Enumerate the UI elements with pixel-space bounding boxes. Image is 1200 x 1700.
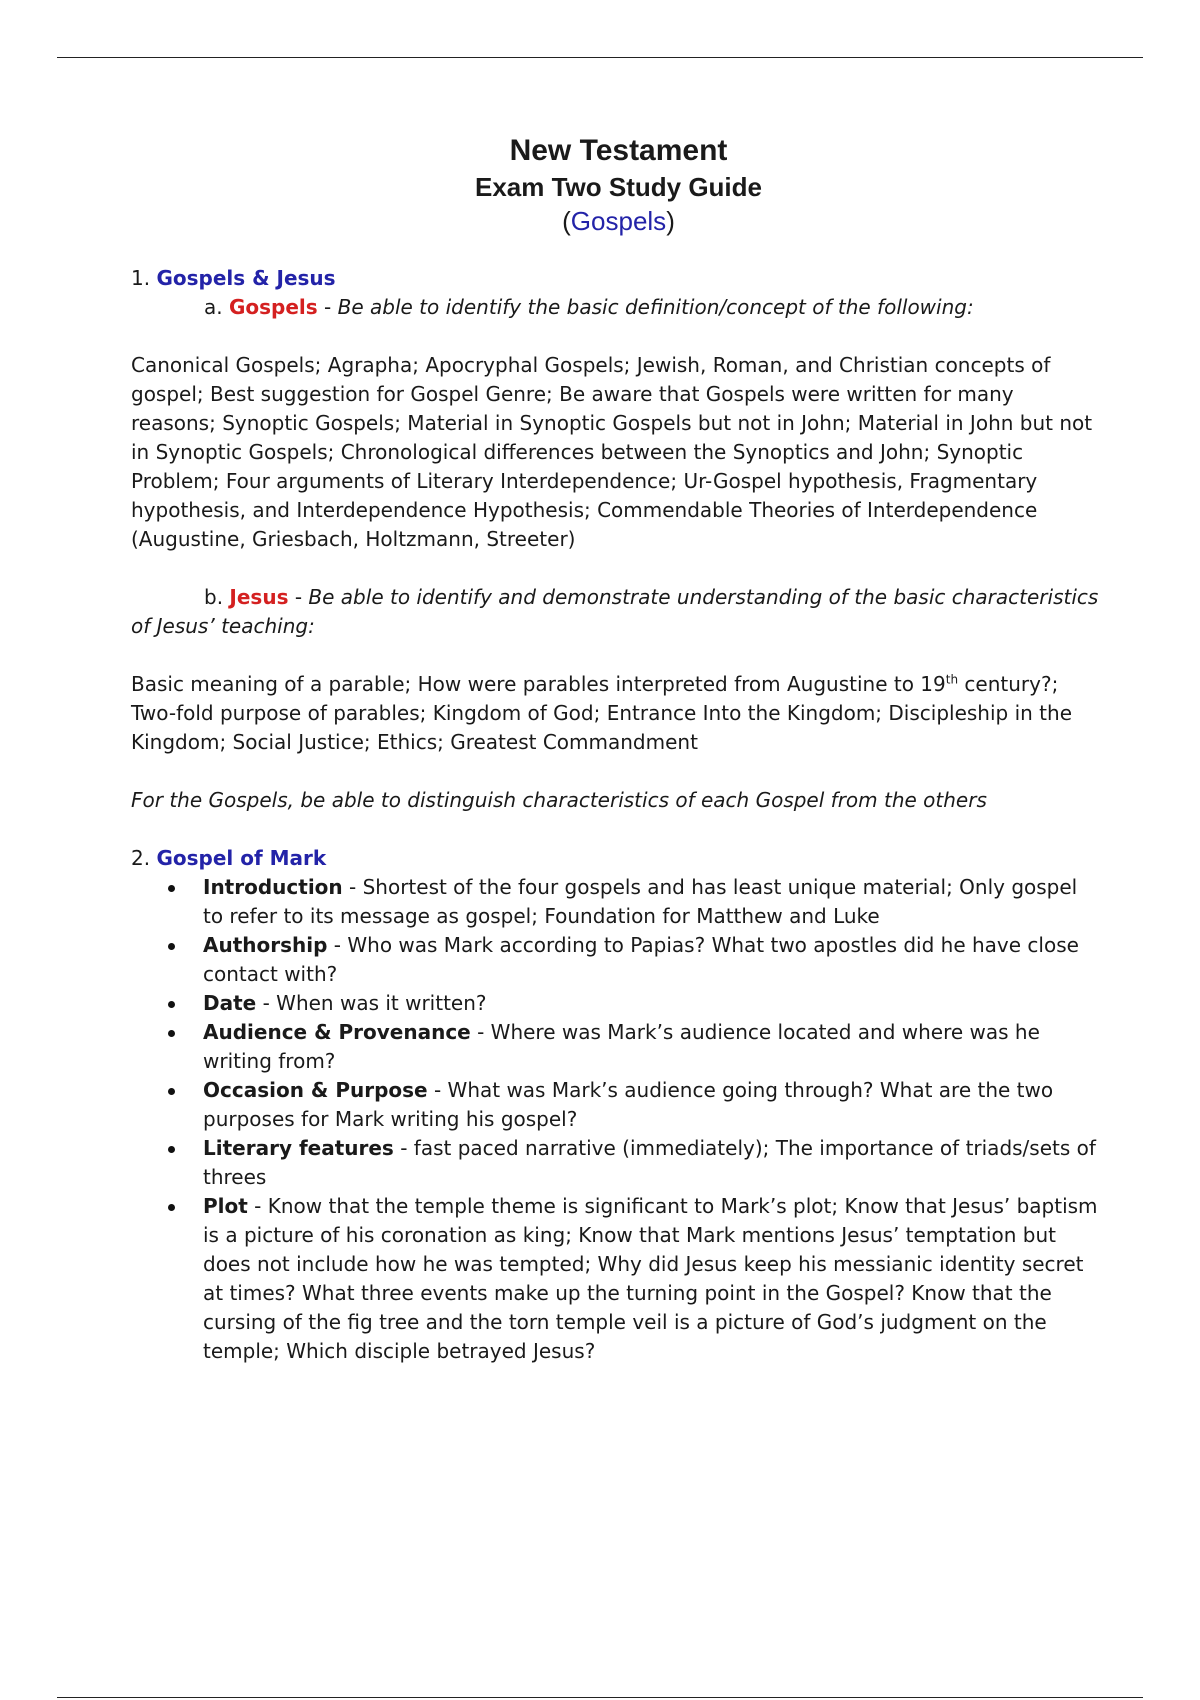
list-item-term: Introduction bbox=[203, 875, 343, 899]
bullet-icon bbox=[168, 1146, 175, 1153]
list-item bbox=[131, 1076, 1101, 1134]
subsection-b-body-sup: th bbox=[945, 672, 959, 687]
list-item-term: Authorship bbox=[203, 933, 328, 957]
bottom-rule bbox=[57, 1697, 1143, 1698]
section-2-heading bbox=[131, 844, 1101, 873]
title-block bbox=[0, 132, 1200, 238]
bullet-icon bbox=[168, 1030, 175, 1037]
list-item-text: - Shortest of the four gospels and has least unique material; Only gospel to refer to its message as gospel; Foundation for Matthew and Luke bbox=[203, 875, 1078, 928]
subsection-b-body-pre: Basic meaning of a parable; How were parables interpreted from Augustine to 19 bbox=[131, 672, 946, 696]
paren-close: ) bbox=[666, 206, 675, 236]
list-item bbox=[131, 1018, 1101, 1076]
mark-topic-list bbox=[131, 873, 1101, 1366]
list-item-term: Literary features bbox=[203, 1136, 394, 1160]
subsection-a-body: Canonical Gospels; Agrapha; Apocryphal Gospels; Jewish, Roman, and Christian concepts of gospel; Best suggestion for Gospel Genre; Be aware that Gospels were written for many reasons; Synoptic Gospels; Material in Synoptic Gospels but not in John; Material in John but not in Synoptic Gospels; Chronological differences between the Synoptics and John; Synoptic Problem; Four arguments of Literary Interdependence; Ur-Gospel hypothesis, Fragmentary hypothesis, and Interdependence Hypothesis; Commendable Theories of Interdependence (Augustine, Griesbach, Holtzmann, Streeter) bbox=[131, 353, 1093, 551]
gospels-note: For the Gospels, be able to distinguish characteristics of each Gospel from the others bbox=[131, 788, 987, 812]
list-item-text: - What was Mark’s audience going through? What are the two purposes for Mark writing his gospel? bbox=[203, 1078, 1054, 1131]
section-1-number: 1. bbox=[131, 266, 151, 290]
subsection-b-sep: - bbox=[288, 585, 309, 609]
list-item-text: - When was it written? bbox=[256, 991, 487, 1015]
subsection-b-letter: b. bbox=[204, 585, 224, 609]
subsection-b-body bbox=[131, 670, 1101, 757]
top-rule bbox=[57, 57, 1143, 58]
topic-word: Gospels bbox=[570, 206, 667, 236]
section-2-number: 2. bbox=[131, 846, 151, 870]
subsection-b-heading bbox=[131, 583, 1101, 641]
list-item-text: - fast paced narrative (immediately); The importance of triads/sets of threes bbox=[203, 1136, 1096, 1189]
list-item bbox=[131, 931, 1101, 989]
list-item-text: - Know that the temple theme is significant to Mark’s plot; Know that Jesus’ baptism is a picture of his coronation as king; Know that Mark mentions Jesus’ temptation but does not include how he was tempted; Why did Jesus keep his messianic identity secret at times? What three events make up the turning point in the Gospel? Know that the cursing of the fig tree and the torn temple veil is a picture of God’s judgment on the temple; Which disciple betrayed Jesus? bbox=[203, 1194, 1098, 1363]
document-body bbox=[131, 264, 1101, 1366]
subsection-b-body-post: century?; Two-fold purpose of parables; Kingdom of God; Entrance Into the Kingdom; Discipleship in the Kingdom; Social Justice; Ethics; Greatest Commandment bbox=[131, 672, 1073, 754]
list-item-term: Audience & Provenance bbox=[203, 1020, 471, 1044]
section-2-title: Gospel of Mark bbox=[156, 846, 327, 870]
subsection-a-instruction: Be able to identify the basic definition/concept of the following: bbox=[337, 295, 974, 319]
page-title: New Testament bbox=[509, 134, 728, 167]
subsection-a-letter: a. bbox=[204, 295, 223, 319]
paren-open: ( bbox=[562, 206, 571, 236]
bullet-icon bbox=[168, 943, 175, 950]
list-item-term: Occasion & Purpose bbox=[203, 1078, 428, 1102]
section-1-title: Gospels & Jesus bbox=[156, 266, 336, 290]
page-subtitle: Exam Two Study Guide bbox=[474, 172, 762, 202]
bullet-icon bbox=[168, 885, 175, 892]
bullet-icon bbox=[168, 1204, 175, 1211]
bullet-icon bbox=[168, 1001, 175, 1008]
bullet-icon bbox=[168, 1088, 175, 1095]
section-1-heading bbox=[131, 264, 1101, 293]
list-item-text: - Where was Mark’s audience located and where was he writing from? bbox=[203, 1020, 1040, 1073]
subsection-b-term: Jesus bbox=[229, 585, 289, 609]
list-item bbox=[131, 1192, 1101, 1366]
subsection-b-instruction: Be able to identify and demonstrate understanding of the basic characteristics of Jesus’ teaching: bbox=[131, 585, 1099, 638]
subsection-a-sep: - bbox=[317, 295, 338, 319]
list-item bbox=[131, 989, 1101, 1018]
subsection-a-term: Gospels bbox=[228, 295, 318, 319]
list-item-term: Date bbox=[203, 991, 257, 1015]
page-topic bbox=[0, 204, 1200, 238]
list-item bbox=[131, 873, 1101, 931]
list-item-term: Plot bbox=[203, 1194, 248, 1218]
subsection-a-heading bbox=[131, 293, 1101, 322]
list-item-text: - Who was Mark according to Papias? What two apostles did he have close contact with? bbox=[203, 933, 1079, 986]
list-item bbox=[131, 1134, 1101, 1192]
